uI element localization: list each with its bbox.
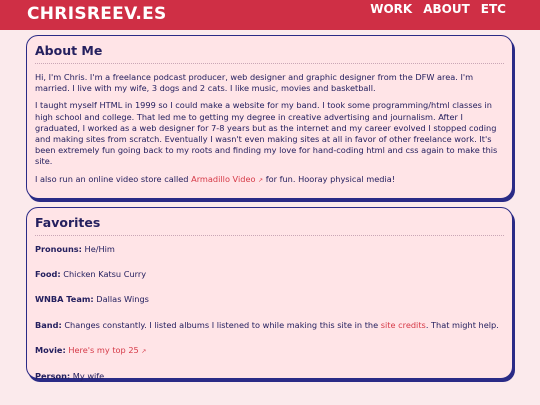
favorite-pronouns — [35, 244, 504, 255]
site-credits-link[interactable]: site credits — [380, 319, 426, 330]
about-p3-after: for fun. Hooray physical media! — [263, 173, 396, 184]
top-bar — [0, 0, 540, 30]
nav-work-link[interactable]: WORK — [370, 2, 413, 16]
favorite-pronouns-label: Pronouns: — [35, 244, 82, 254]
favorite-person-label: Person: — [35, 371, 71, 382]
about-p3-before: I also run an online video store called — [35, 173, 192, 184]
favorite-wnba-value: Dallas Wings — [93, 294, 149, 305]
favorite-band-label: Band: — [35, 319, 62, 330]
favorite-food-value: Chicken Katsu Curry — [60, 269, 147, 280]
top-25-movies-link[interactable]: Here's my top 25 — [68, 344, 139, 355]
favorite-band-before: Changes constantly. I listed albums I listened to while making this site in the — [61, 319, 381, 330]
favorite-band — [35, 320, 504, 331]
favorite-pronouns-value: He/Him — [81, 244, 115, 254]
about-heading: About Me — [35, 43, 504, 64]
site-title-link[interactable]: CHRISREEV.ES — [27, 4, 167, 24]
favorite-band-after: . That might help. — [425, 319, 499, 330]
main-nav — [370, 2, 506, 16]
nav-etc-link[interactable]: ETC — [480, 2, 506, 16]
favorite-person-value: My wife — [70, 371, 105, 382]
favorite-food — [35, 269, 504, 280]
favorites-heading: Favorites — [35, 215, 504, 236]
external-link-icon: ↗ — [258, 176, 264, 184]
about-paragraph-2: I taught myself HTML in 1999 so I could make a website for my band. I took some programming/html classes in high school and college. That led me to getting my degree in creative advertising and journalism. After I graduated, I worked as a web designer for 7-8 years but as the internet and my career evolved I stopped coding and making sites from scratch. Eventually I wasn't even making sites at all in favor of other freelance work. It's been extremely fun going back to my roots and finding my love for hand-coding html and css again to make this site. — [35, 100, 498, 167]
about-paragraph-1: Hi, I'm Chris. I'm a freelance podcast producer, web designer and graphic designer from the DFW area. I'm married. I live with my wife, 3 dogs and 2 cats. I like music, movies and basketball. — [35, 72, 474, 94]
nav-about-link[interactable]: ABOUT — [423, 2, 470, 16]
about-paragraph-3 — [35, 174, 504, 186]
favorite-wnba — [35, 294, 504, 305]
favorite-movie-label: Movie: — [35, 344, 66, 355]
favorite-movie — [35, 345, 504, 357]
armadillo-video-link[interactable]: Armadillo Video — [191, 173, 256, 184]
favorites-card — [26, 207, 513, 382]
favorite-food-label: Food: — [35, 269, 61, 280]
page-content — [0, 30, 540, 405]
favorite-person — [35, 371, 504, 382]
external-link-icon: ↗ — [141, 347, 147, 355]
favorite-wnba-label: WNBA Team: — [35, 294, 94, 305]
about-card — [26, 35, 513, 199]
